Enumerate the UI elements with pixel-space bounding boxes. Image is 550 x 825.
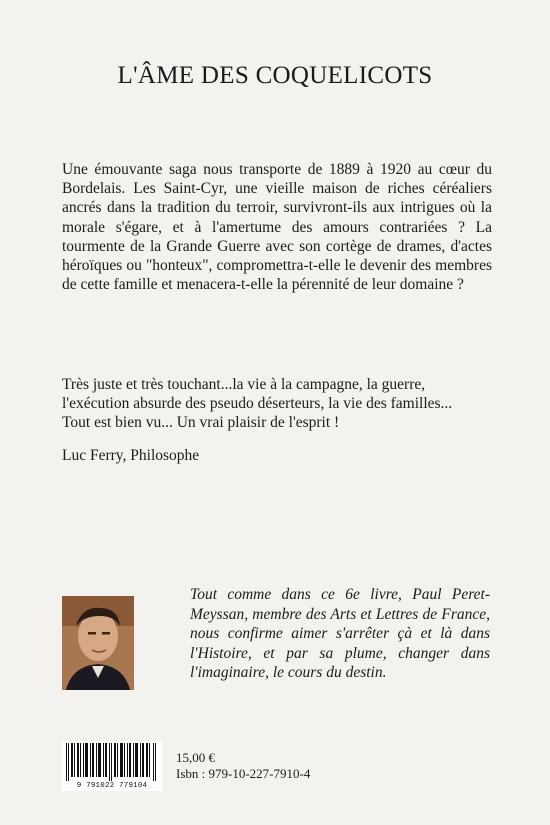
barcode-digits: 9 791022 779104: [76, 782, 148, 790]
quote-line: Tout est bien vu... Un vrai plaisir de l'esprit !: [62, 414, 340, 432]
book-summary: [62, 160, 492, 294]
isbn-barcode: [62, 741, 162, 791]
quote-line: l'exécution absurde des pseudo déserteurs, la vie des familles...: [62, 395, 453, 413]
book-title: L'ÂME DES COQUELICOTS: [117, 62, 433, 89]
quote-attribution: Luc Ferry, Philosophe: [62, 447, 200, 464]
author-note: Tout comme dans ce 6e livre, Paul Peret-Meyssan, membre des Arts et Lettres de France, nous confirme aimer s'arrêter çà et là dans l'Histoire, et par sa plume, changer dans l'imaginaire, le cours du destin.: [190, 586, 490, 681]
quote-line: Très juste et très touchant...la vie à la campagne, la guerre,: [62, 376, 426, 393]
author-photo: [62, 596, 134, 690]
summary-text: Une émouvante saga nous transporte de 1889 à 1920 au cœur du Bordelais. Les Saint-Cyr, une vieille maison de riches céréaliers ancrés dans la tradition du terroir, survivront-ils aux intrigues où la morale s'égare, et à l'amertume des amours contrariées ? La tourmente de la Grande Guerre avec son cortège de drames, d'actes héroïques ou "honteux", compromettra-t-elle le devenir des membres de cette famille et menacera-t-elle la pérennité de leur domaine ?: [62, 161, 492, 294]
author-portrait-image: [62, 596, 134, 690]
barcode-bars: [62, 741, 162, 781]
price: 15,00 €: [176, 750, 215, 765]
isbn-number: Isbn : 979-10-227-7910-4: [176, 766, 311, 781]
review-quote: [62, 375, 502, 433]
